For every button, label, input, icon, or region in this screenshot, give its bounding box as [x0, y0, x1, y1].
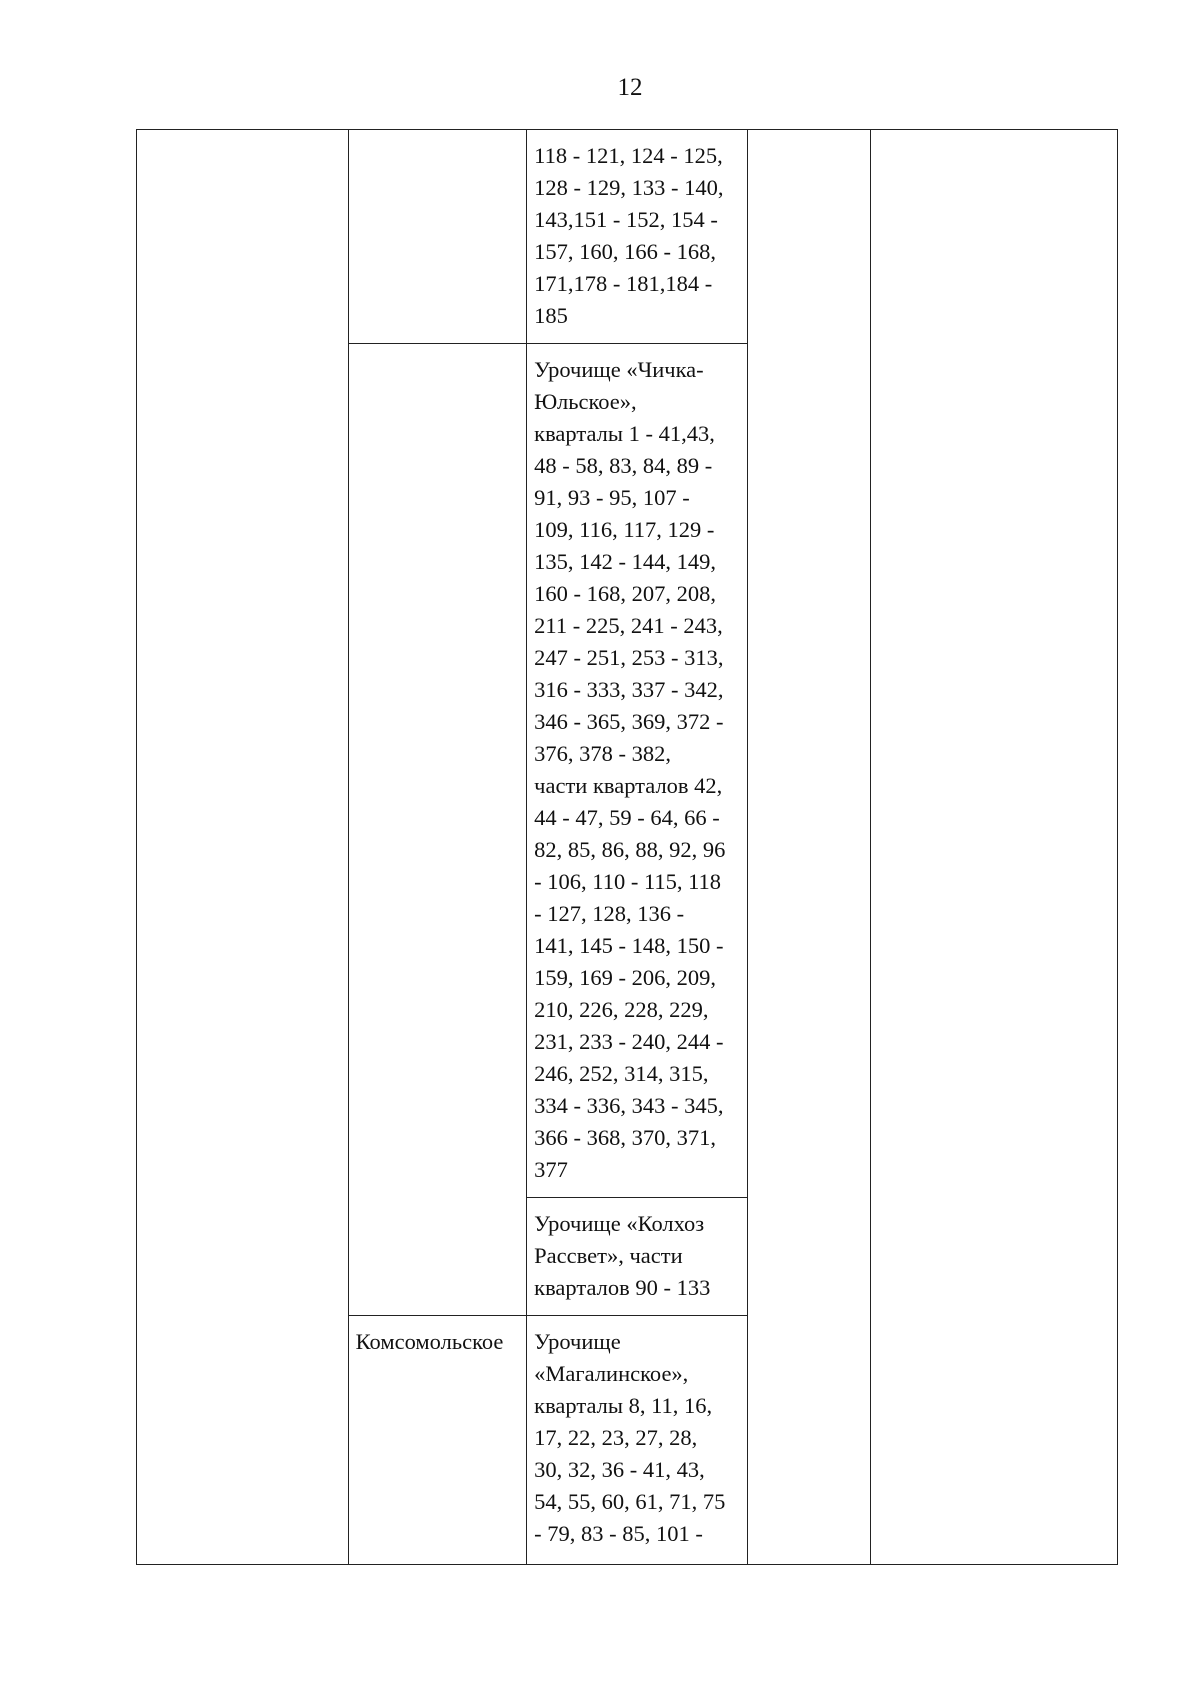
empty-cell-col4-text — [748, 130, 870, 151]
table-row — [137, 130, 1118, 344]
quarters-cell-text: 118 - 121, 124 - 125, 128 - 129, 133 - 140, 143,151 - 152, 154 - 157, 160, 166 - 168, 171,178 - 181,184 - 185 — [534, 143, 724, 328]
settlement-cell-text — [349, 130, 527, 151]
quarters-cell-text: Урочище «Чичка- Юльское», кварталы 1 - 41,43, 48 - 58, 83, 84, 89 - 91, 93 - 95, 107 - 109, 116, 117, 129 - 135, 142 - 144, 149, 160 - 168, 207, 208, 211 - 225, 241 - 243, 247 - 251, 253 - 313, 316 - 333, 337 - 342, 346 - 365, 369, 372 - 376, 378 - 382, части кварталов 42, 44 - 47, 59 - 64, 66 - 82, 85, 86, 88, 92, 96 - 106, 110 - 115, 118 - 127, 128, 136 - 141, 145 - 148, 150 - 159, 169 - 206, 209, 210, 226, 228, 229, 231, 233 - 240, 244 - 246, 252, 314, 315, 334 - 336, 343 - 345, 366 - 368, 370, 371, 377 — [534, 357, 726, 1182]
page-number: 12 — [617, 74, 643, 101]
settlement-cell-text: Комсомольское — [355, 1329, 504, 1354]
quarters-cell — [527, 1198, 748, 1316]
settlement-cell — [348, 1316, 527, 1565]
quarters-cell — [527, 344, 748, 1198]
quarters-cell — [527, 1316, 748, 1565]
settlement-cell — [348, 130, 527, 344]
empty-cell-col5 — [871, 130, 1118, 1565]
settlement-cell-text — [349, 344, 527, 365]
quarters-cell-text: Урочище «Магалинское», кварталы 8, 11, 16, 17, 22, 23, 27, 28, 30, 32, 36 - 41, 43, 54, 55, 60, 61, 71, 75 - 79, 83 - 85, 101 - — [534, 1329, 726, 1546]
settlement-cell — [348, 344, 527, 1316]
quarters-cell — [527, 130, 748, 344]
district-cell — [137, 130, 349, 1565]
empty-cell-col4 — [747, 130, 870, 1565]
forest-quarters-table — [136, 129, 1118, 1565]
empty-cell-col5-text — [871, 130, 1117, 151]
district-cell-text — [137, 130, 348, 151]
quarters-cell-text: Урочище «Колхоз Рассвет», части кварталов 90 - 133 — [534, 1211, 711, 1300]
